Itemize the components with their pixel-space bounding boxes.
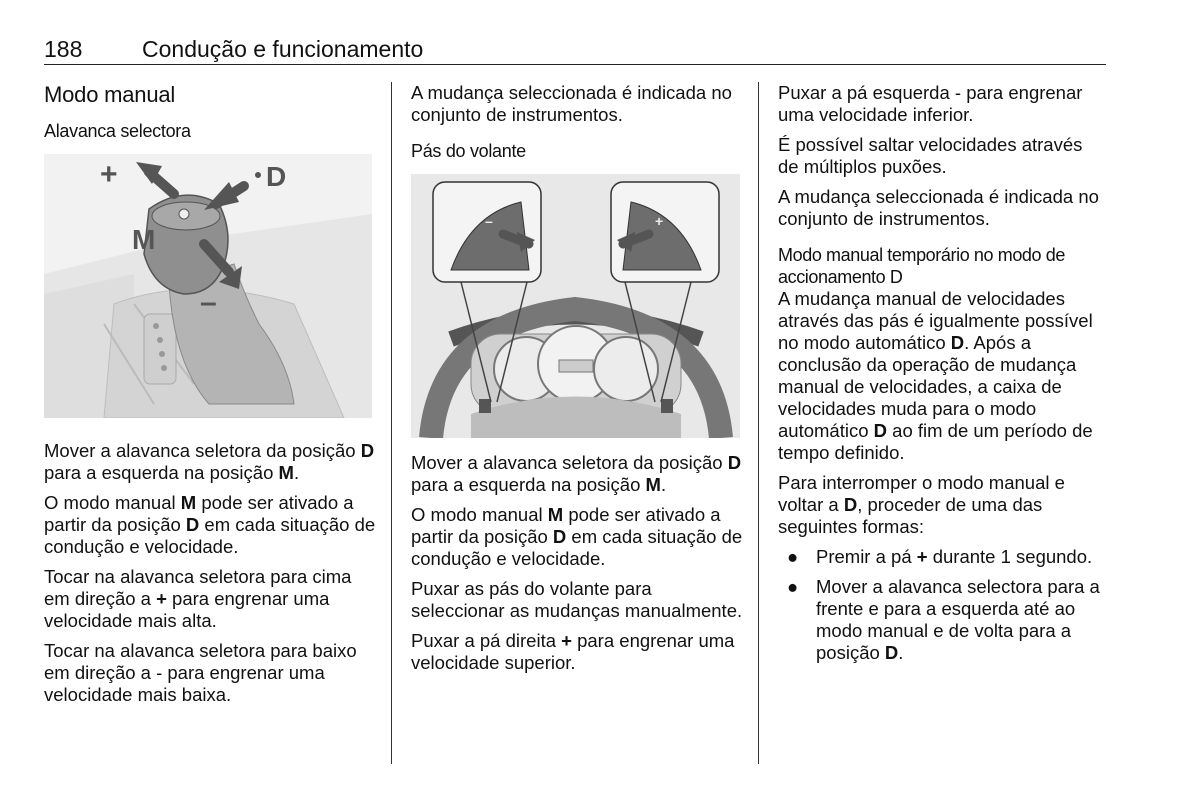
- column-2: [411, 82, 746, 682]
- paddle-plus-label: +: [655, 213, 664, 229]
- section-title: Modo manual: [44, 82, 176, 107]
- paragraph: A mudança seleccionada é indicada no conjunto de instrumentos.: [411, 82, 732, 125]
- column-1: [44, 82, 379, 714]
- list-item: ● Mover a alavanca selectora para a frente e para a esquerda até ao modo manual e de volta para a posição D.: [787, 576, 1100, 663]
- plus-label: +: [100, 158, 118, 191]
- chapter-title: Condução e funcionamento: [142, 36, 424, 62]
- steering-wheel-drawing: [411, 174, 740, 438]
- subsection-heading: Modo manual temporário no modo de accionamento D: [778, 245, 1065, 287]
- paragraph: Mover a alavanca seletora da posição D para a esquerda na posição M.: [411, 452, 742, 495]
- page-number: 188: [44, 36, 83, 62]
- option-list: [778, 546, 1108, 664]
- subsection-title: Pás do volante: [411, 141, 526, 161]
- paragraph: Puxar a pá direita + para engrenar uma velocidade superior.: [411, 630, 735, 673]
- column-3: [778, 82, 1108, 672]
- subsection-title: Alavanca selectora: [44, 121, 191, 141]
- paragraph: Puxar as pás do volante para seleccionar as mudanças manualmente.: [411, 578, 743, 621]
- paragraph: Mover a alavanca seletora da posição D para a esquerda na posição M.: [44, 440, 375, 483]
- paragraph: A mudança manual de velocidades através das pás é igualmente possível no modo automático D. Após a conclusão da operação de mudança manual de velocidades, a caixa de velocidades muda para o modo automático D ao fim de um período de tempo definido.: [778, 288, 1093, 463]
- page-header: [44, 34, 1106, 65]
- bullet-icon: ●: [787, 576, 799, 597]
- column-divider: [391, 82, 392, 764]
- paragraph: O modo manual M pode ser ativado a partir da posição D em cada situação de condução e velocidade.: [411, 504, 743, 569]
- list-item: ● Premir a pá + durante 1 segundo.: [787, 546, 1093, 567]
- drive-label: D: [266, 161, 287, 192]
- paragraph: Para interromper o modo manual e voltar a D, proceder de uma das seguintes formas:: [778, 472, 1065, 537]
- bullet-icon: ●: [787, 546, 799, 567]
- steering-paddles-illustration: [411, 174, 740, 438]
- paragraph: Tocar na alavanca seletora para baixo em direção a - para engrenar uma velocidade mais baixa.: [44, 640, 357, 705]
- paragraph: A mudança seleccionada é indicada no conjunto de instrumentos.: [778, 186, 1099, 229]
- gear-lever-drawing: [44, 154, 372, 418]
- paddle-minus-label: –: [485, 213, 493, 229]
- paragraph: Puxar a pá esquerda - para engrenar uma velocidade inferior.: [778, 82, 1083, 125]
- column-divider: [758, 82, 759, 764]
- paragraph: O modo manual M pode ser ativado a partir da posição D em cada situação de condução e velocidade.: [44, 492, 376, 557]
- manual-label: M: [132, 224, 156, 255]
- minus-label: –: [200, 286, 217, 319]
- gear-lever-illustration: [44, 154, 372, 418]
- paragraph: Tocar na alavanca seletora para cima em direção a + para engrenar uma velocidade mais alta.: [44, 566, 352, 631]
- paragraph: É possível saltar velocidades através de múltiplos puxões.: [778, 134, 1083, 177]
